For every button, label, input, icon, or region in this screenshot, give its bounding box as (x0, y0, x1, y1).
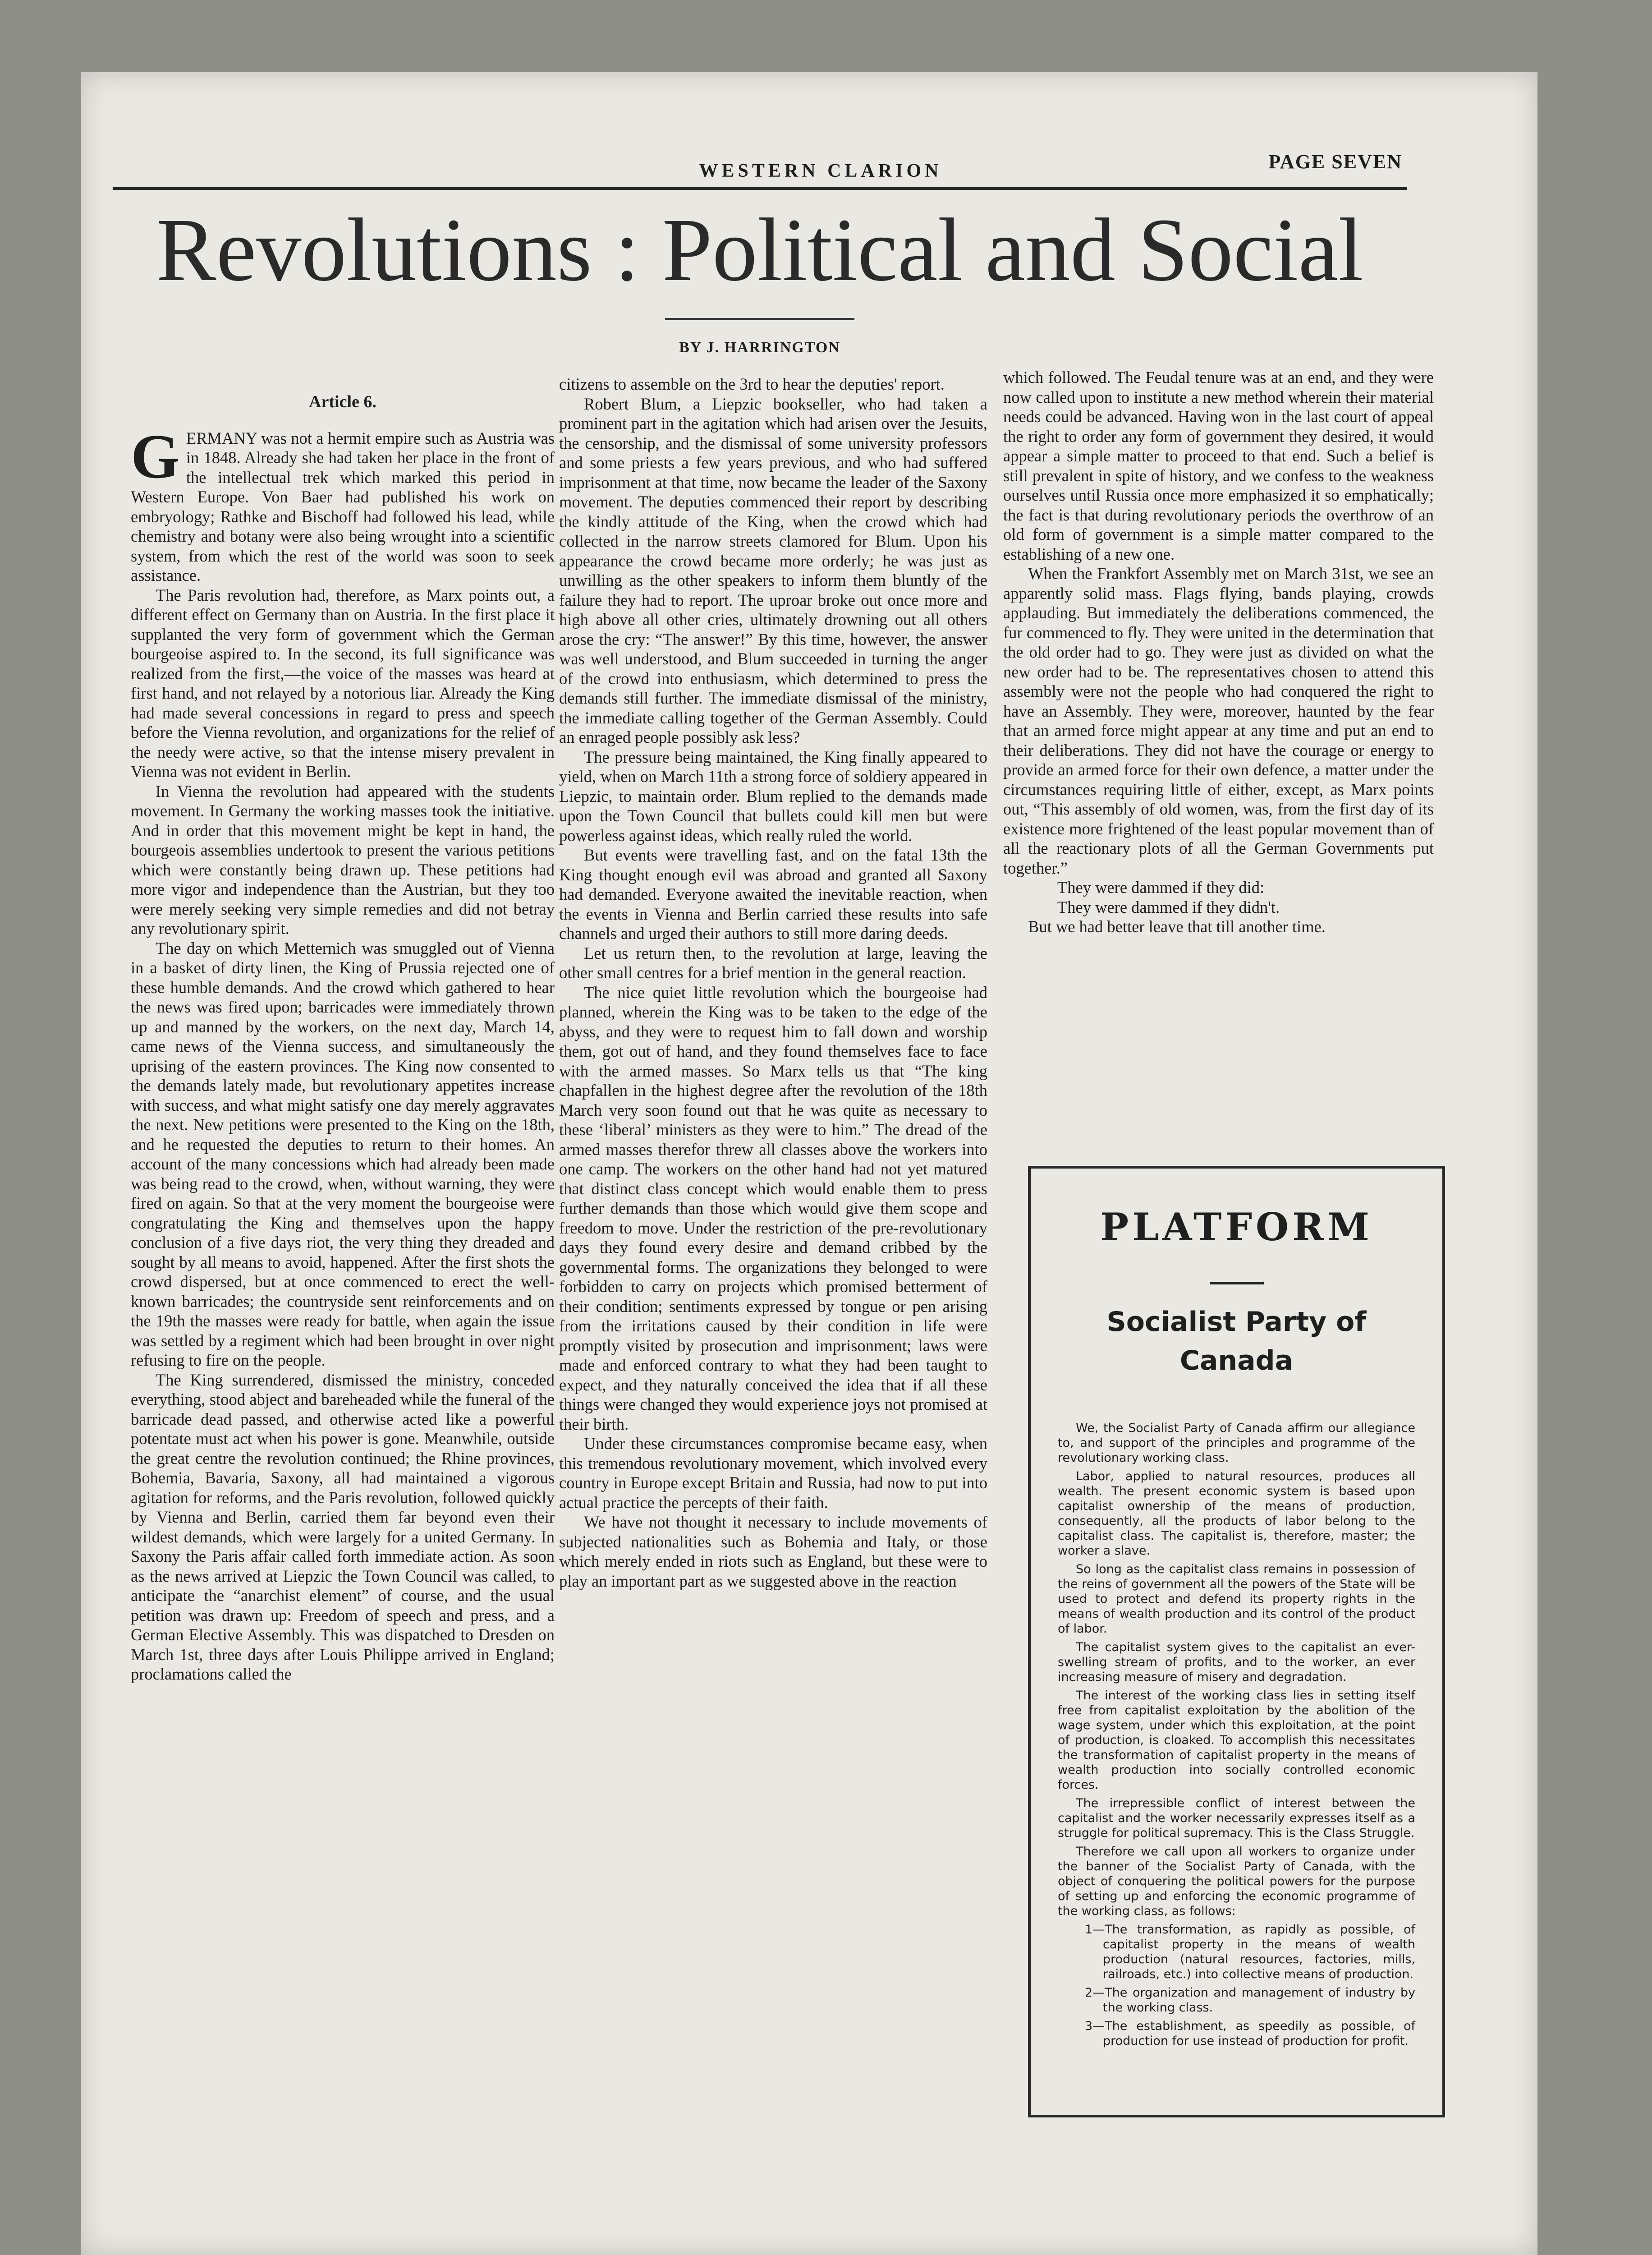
platform-item: 3—The establishment, as speedily as possible, of production for use instead of production for profit. (1085, 2019, 1415, 2048)
party-name: Socialist Party of Canada (1106, 1306, 1367, 1376)
article-paragraph: We have not thought it necessary to include movements of subjected nationalities such as Bohemia and Italy, or those which merely ended in riots such as England, but these were to play an important part as we suggested above in the reaction (559, 1513, 987, 1590)
platform-box (1028, 1166, 1445, 2117)
article-paragraph: The pressure being maintained, the King finally appeared to yield, when on March 11th a strong force of soldiery appeared in Liepzic, to maintain order. Blum replied to the demands made upon the Town Council that bullets could kill men but were powerless against ideas, which really ruled the world. (559, 747, 987, 845)
article-column-3 (1003, 368, 1434, 937)
platform-title: PLATFORM (1100, 1205, 1373, 1249)
closing-line: But we had better leave that till another time. (1028, 917, 1326, 936)
article-paragraph: When the Frankfort Assembly met on March 31st, we see an apparently solid mass. Flags flying, bands playing, crowds applauding. But immediately the deliberations commenced, the fur commenced to fly. They were united in the determination that the old order had to go. They were just as divided on what the new order had to be. The representatives chosen to attend this assembly were not the people who had conquered the right to have an Assembly. They were, moreover, haunted by the fear that an armed force might appear at any time and put an end to their deliberations. They did not have the courage or energy to provide an armed force for their own defence, a matter under the circumstances requiring little of either, except, as Marx points out, “This assembly of old women, was, from the first day of its existence more frightened of the least popular movement than of all the reactionary plots of all the German Governments put together.” (1003, 564, 1434, 877)
verse-line: They were dammed if they didn't. (1057, 897, 1280, 916)
paragraph-text: ERMANY was not a hermit empire such as Austria was in 1848. Already she had taken her place in the front of the intellectual trek which marked this period in Western Europe. Von Baer had published his work on embryology; Rathke and Bischoff had followed his lead, while chemistry and botany were also being wrought into a scientific system, from which the rest of the world was soon to seek assistance. (131, 428, 555, 584)
article-paragraph: which followed. The Feudal tenure was at an end, and they were now called upon to institute a new method wherein their material needs could be advanced. Having won in the last court of appeal the right to order any form of government they desired, it would appear a simple matter to proceed to that end. Such a belief is still prevalent in spite of history, and we confess to the weakness ourselves until Russia once more emphasized it so emphatically; the fact is that during revolutionary periods the overthrow of an old form of government is a simple matter compared to the establishing of a new one. (1003, 368, 1434, 563)
article-paragraph: The nice quiet little revolution which the bourgeoise had planned, wherein the King was to be taken to the edge of the abyss, and they were to request him to fall down and worship them, got out of hand, and they found themselves face to face with the armed masses. So Marx tells us that “The king chapfallen in the highest degree after the revolution of the 18th March very soon found out that he was quite as necessary to these ‘liberal’ ministers as they were to him.” The dread of the armed masses therefor threw all classes above the workers into one camp. The workers on the other hand had not yet matured that distinct class concept which would enable them to press further demands than those which would give them scope and freedom to move. Under the restriction of the pre-revolutionary days they found every desire and demand cribbed by the governmental forms. The organizations they belonged to were forbidden to carry on projects which promised betterment of their condition; sentiments expressed by tongue or pen arising from the irritations caused by their condition in life were promptly visited by prosecution and imprisonment; laws were made and enforced contrary to what they had been taught to expect, and they naturally conceived the idea that if all these things were changed they would experience joys not promised at their birth. (559, 983, 987, 1433)
article-column-2 (559, 374, 987, 1591)
platform-paragraph: Labor, applied to natural resources, produces all wealth. The present economic system is based upon capitalist ownership of the means of production, consequently, all the products of labor belong to the capitalist class. The capitalist is, therefore, master; the worker a slave. (1058, 1469, 1415, 1558)
platform-divider (1210, 1282, 1264, 1284)
drop-cap: G (131, 421, 180, 492)
platform-paragraph: The irrepressible conflict of interest between the capitalist and the worker necessarily expresses itself as a struggle for political supremacy. This is the Class Struggle. (1058, 1796, 1415, 1840)
article-column-1 (131, 392, 555, 1684)
article-number: Article 6. (309, 392, 376, 411)
article-paragraph: The King surrendered, dismissed the ministry, conceded everything, stood abject and bareheaded while the funeral of the barricade dead passed, and otherwise acted like a powerful potentate must act when his power is gone. Meanwhile, outside the great centre the revolution continued; the Rhine provinces, Bohemia, Bavaria, Saxony, all had maintained a vigorous agitation for reforms, and the Paris revolution, followed quickly by Vienna and Berlin, carried them far beyond even their wildest demands, which were largely for a united Germany. In Saxony the Paris affair called forth immediate action. As soon as the news arrived at Liepzic the Town Council was called, to anticipate the “anarchist element” of course, and the usual petition was drawn up: Freedom of speech and press, and a German Elective Assembly. This was dispatched to Dresden on March 1st, three days after Louis Philippe arrived in England; proclamations called the (131, 1370, 555, 1683)
article-paragraph: citizens to assemble on the 3rd to hear the deputies' report. (559, 375, 945, 393)
platform-paragraph: The capitalist system gives to the capitalist an ever-swelling stream of profits, and to the worker, an ever increasing measure of misery and degradation. (1058, 1640, 1415, 1684)
article-paragraph: Under these circumstances compromise became easy, when this tremendous revolutionary movement, which involved every country in Europe except Britain and Russia, had now to put into actual practice the percepts of their faith. (559, 1434, 987, 1512)
masthead (113, 151, 1407, 190)
article-paragraph: But events were travelling fast, and on the fatal 13th the King thought enough evil was abroad and granted all Saxony had demanded. Everyone awaited the inevitable reaction, when the events in Vienna and Berlin carried these results into safe channels and urged their authors to still more daring deeds. (559, 846, 987, 943)
article-paragraph: The day on which Metternich was smuggled out of Vienna in a basket of dirty linen, the King of Prussia rejected one of these humble demands. And the crowd which gathered to hear the news was fired upon; barricades were immediately thrown up and manned by the workers, on the next day, March 14, came news of the Vienna success, and simultaneously the uprising of the eastern provinces. The King now consented to the demands lately made, but revolutionary appetites increase with success, and what might satisfy one day merely aggravates the next. New petitions were presented to the King on the 18th, and he requested the deputies to return to their homes. An account of the many concessions which had already been made was being read to the crowd, when, without warning, they were fired on again. So that at the very moment the bourgeoise were congratulating the King and themselves upon the happy conclusion of a five days riot, the very thing they dreaded and sought by all means to avoid, happened. After the first shots the crowd dispersed, but at once commenced to erect the well-known barricades; the countryside sent reinforcements and on the 19th the masses were ready for battle, when again the issue was settled by a regiment which had been brought in over night refusing to fire on the people. (131, 939, 555, 1369)
title-divider (665, 318, 854, 320)
article-paragraph: Let us return then, to the revolution at large, leaving the other small centres for a brief mention in the general reaction. (559, 943, 987, 982)
verse-line: They were dammed if they did: (1057, 878, 1265, 897)
platform-item: 2—The organization and management of industry by the working class. (1085, 1986, 1415, 2015)
article-title: Revolutions : Political and Social (156, 200, 1363, 300)
platform-paragraph: The interest of the working class lies in setting itself free from capitalist exploitation by the abolition of the wage system, under which this exploitation, at the point of production, is cloaked. To accomplish this necessitates the transformation of capitalist property in the means of wealth production into socially controlled economic forces. (1058, 1689, 1415, 1792)
platform-paragraph: So long as the capitalist class remains in possession of the reins of government all the powers of the State will be used to protect and defend its property rights in the means of wealth production and its control of the product of labor. (1058, 1562, 1415, 1636)
platform-text (1058, 1421, 1415, 2048)
platform-paragraph: We, the Socialist Party of Canada affirm our allegiance to, and support of the principles and programme of the revolutionary working class. (1058, 1421, 1415, 1465)
article-paragraph (131, 421, 555, 585)
page-number: PAGE SEVEN (1268, 151, 1402, 173)
byline: BY J. HARRINGTON (679, 339, 840, 356)
article-paragraph: The Paris revolution had, therefore, as Marx points out, a different effect on Germany than on Austria. In the first place it supplanted the very form of government which the German bourgeoise aspired to. In the second, its full significance was realized from the first,—the voice of the masses was heard at first hand, and not relayed by a notorious liar. Already the King had made several concessions in regard to press and speech before the Vienna revolution, and organizations for the relief of the needy were active, so that the intense misery prevalent in Vienna was not evident in Berlin. (131, 585, 555, 781)
platform-paragraph: Therefore we call upon all workers to organize under the banner of the Socialist Party of Canada, with the object of conquering the political powers for the purpose of setting up and enforcing the economic programme of the working class, as follows: (1058, 1845, 1415, 1918)
platform-item: 1—The transformation, as rapidly as possible, of capitalist property in the means of wealth production (natural resources, factories, mills, railroads, etc.) into collective means of production. (1085, 1923, 1415, 1981)
article-paragraph: In Vienna the revolution had appeared with the students movement. In Germany the working masses took the initiative. And in order that this movement might be kept in hand, the bourgeois assemblies undertook to present the various petitions which were constantly being drawn up. These petitions had more vigor and independence than the Austrian, but they too were merely seeking very simple remedies and did not betray any revolutionary spirit. (131, 782, 555, 938)
paper-name: WESTERN CLARION (699, 161, 942, 181)
article-paragraph: Robert Blum, a Liepzic bookseller, who had taken a prominent part in the agitation which had arisen over the Jesuits, the censorship, and the dismissal of some university professors and some priests a few years previous, and who had suffered imprisonment at that time, now became the leader of the Saxony movement. The deputies commenced their report by describing the kindly attitude of the King, when the crowd which had collected in the narrow streets clamored for Blum. Upon his appearance the crowd became more orderly; he was just as unwilling as the other speakers to inform them bluntly of the failure they had to report. The uproar broke out once more and high above all other cries, ultimately drowning out all others arose the cry: “The answer!” By this time, however, the answer was well understood, and Blum succeeded in turning the anger of the crowd into enthusiasm, which determined to press the demands still further. The immediate dismissal of the ministry, the immediate calling together of the German Assembly. Could an enraged people possibly ask less? (559, 394, 987, 746)
